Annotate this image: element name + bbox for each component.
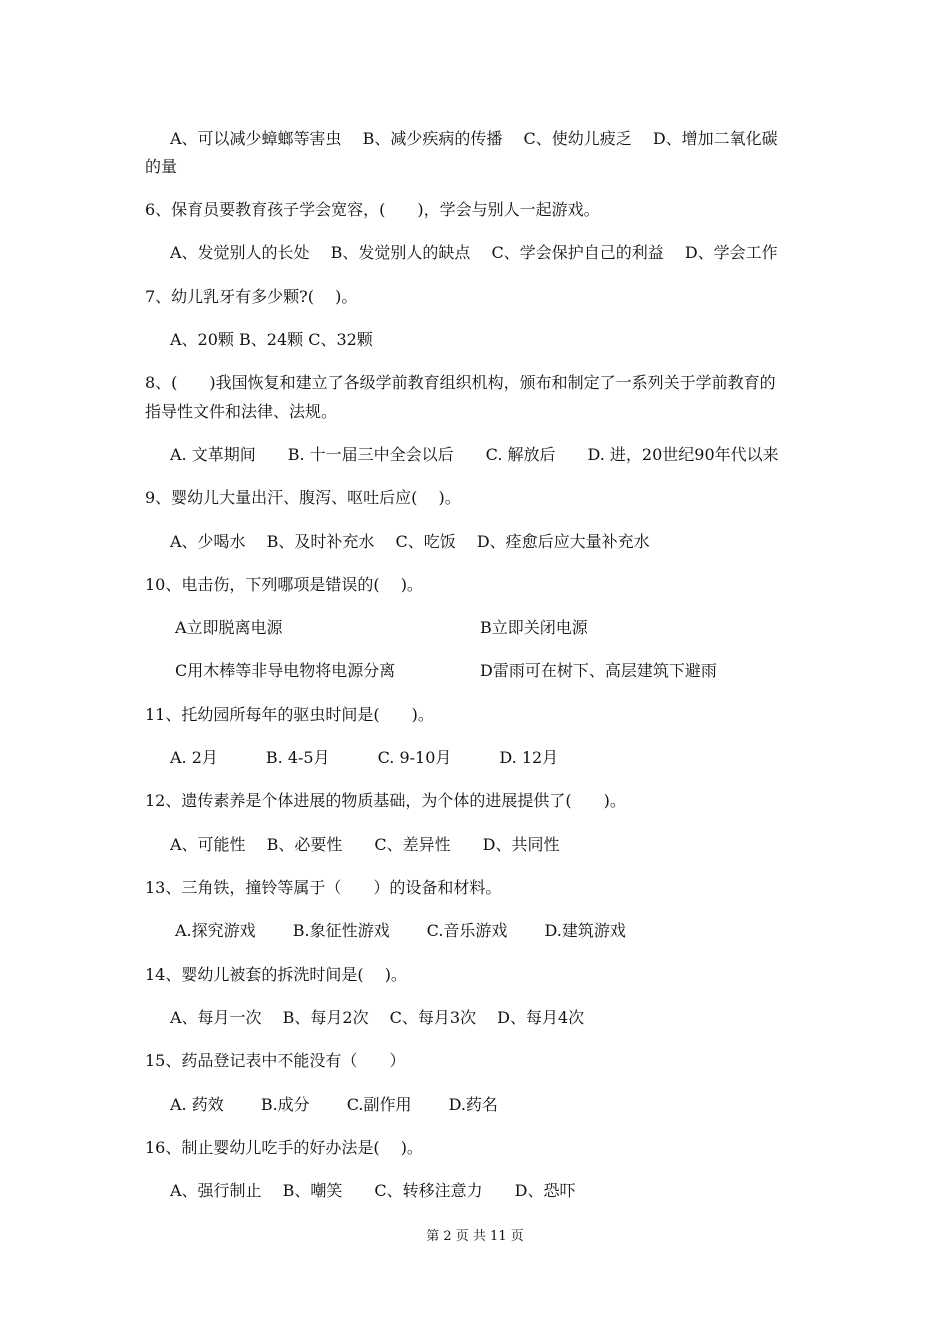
q10-option-d: D雷雨可在树下、高层建筑下避雨 — [480, 661, 717, 680]
q13-stem: 13、三角铁，撞铃等属于（ ）的设备和材料。 — [145, 878, 502, 897]
q12-options: A、可能性 B、必要性 C、差异性 D、共同性 — [170, 835, 560, 854]
q10-option-a: A立即脱离电源 — [175, 618, 283, 637]
q9-options: A、少喝水 B、及时补充水 C、吃饭 D、痊愈后应大量补充水 — [170, 532, 650, 551]
q8-stem-line1: 8、( )我国恢复和建立了各级学前教育组织机构，颁布和制定了一系列关于学前教育的 — [145, 373, 776, 392]
q7-stem: 7、幼儿乳牙有多少颗?( )。 — [145, 287, 358, 306]
q11-options: A. 2月 B. 4-5月 C. 9-10月 D. 12月 — [170, 748, 559, 767]
q12-stem: 12、遗传素养是个体进展的物质基础，为个体的进展提供了( )。 — [145, 791, 626, 810]
q14-stem: 14、婴幼儿被套的拆洗时间是( )。 — [145, 965, 407, 984]
page-footer: 第 2 页 共 11 页 — [426, 1229, 524, 1244]
q5-options-line: A、可以减少蟑螂等害虫 B、减少疾病的传播 C、使幼儿疲乏 D、增加二氧化碳 — [170, 129, 778, 148]
q11-stem: 11、托幼园所每年的驱虫时间是( )。 — [145, 705, 434, 724]
q5-options-continued: 的量 — [145, 157, 178, 176]
q15-options: A. 药效 B.成分 C.副作用 D.药名 — [170, 1095, 498, 1114]
q13-options: A.探究游戏 B.象征性游戏 C.音乐游戏 D.建筑游戏 — [175, 921, 626, 940]
q10-stem: 10、电击伤，下列哪项是错误的( )。 — [145, 575, 423, 594]
q9-stem: 9、婴幼儿大量出汗、腹泻、呕吐后应( )。 — [145, 488, 461, 507]
q10-option-b: B立即关闭电源 — [480, 618, 588, 637]
q15-stem: 15、药品登记表中不能没有（ ） — [145, 1051, 406, 1070]
q6-options: A、发觉别人的长处 B、发觉别人的缺点 C、学会保护自己的利益 D、学会工作 — [170, 243, 778, 262]
q7-options: A、20颗 B、24颗 C、32颗 — [170, 330, 373, 349]
q10-option-c: C用木棒等非导电物将电源分离 — [175, 661, 396, 680]
q8-stem-line2: 指导性文件和法律、法规。 — [145, 402, 338, 421]
q14-options: A、每月一次 B、每月2次 C、每月3次 D、每月4次 — [170, 1008, 585, 1027]
q6-stem: 6、保育员要教育孩子学会宽容，( )，学会与别人一起游戏。 — [145, 200, 600, 219]
q16-stem: 16、制止婴幼儿吃手的好办法是( )。 — [145, 1138, 423, 1157]
q16-options: A、强行制止 B、嘲笑 C、转移注意力 D、恐吓 — [170, 1181, 576, 1200]
q8-options: A. 文革期间 B. 十一届三中全会以后 C. 解放后 D. 进，20世纪90年代以来 — [170, 445, 779, 464]
